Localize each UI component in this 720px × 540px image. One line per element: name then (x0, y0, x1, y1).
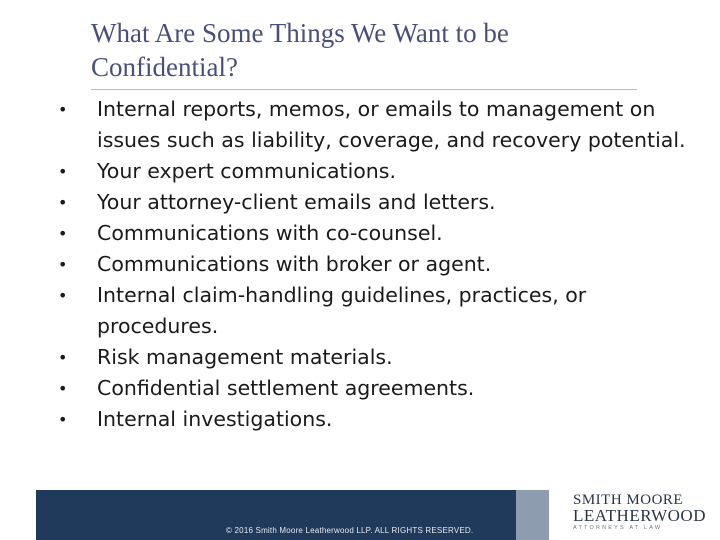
firm-logo (573, 492, 706, 532)
bullet-item (58, 218, 708, 249)
footer-copyright: © 2016 Smith Moore Leatherwood LLP. ALL RIGHTS RESERVED. (226, 526, 474, 535)
bullet-text: Internal reports, memos, or emails to management on issues such as liability, coverage, and recovery potential. (97, 97, 686, 152)
bullet-dot-icon: • (58, 255, 68, 274)
bullet-item (58, 373, 708, 404)
bullet-text: Your expert communications. (97, 159, 397, 183)
logo-line-1: SMITH MOORE (573, 492, 684, 508)
bullet-item (58, 249, 708, 280)
bullet-item (58, 94, 708, 156)
bullet-item (58, 342, 708, 373)
footer-accent (516, 490, 549, 540)
slide-title (91, 16, 651, 84)
bullet-item (58, 156, 708, 187)
bullet-dot-icon: • (58, 100, 68, 119)
bullet-item (58, 187, 708, 218)
logo-line-2: LEATHERWOOD (573, 506, 706, 525)
bullet-text: Internal investigations. (97, 407, 333, 431)
bullet-dot-icon: • (58, 224, 68, 243)
bullet-text: Risk management materials. (97, 345, 393, 369)
bullet-dot-icon: • (58, 286, 68, 305)
bullet-list (58, 94, 708, 435)
bullet-text: Your attorney-client emails and letters. (97, 190, 496, 214)
title-divider (91, 89, 637, 90)
bullet-dot-icon: • (58, 348, 68, 367)
bullet-item (58, 404, 708, 435)
bullet-dot-icon: • (58, 193, 68, 212)
bullet-text: Communications with broker or agent. (97, 252, 492, 276)
logo-line-3: ATTORNEYS AT LAW (573, 525, 663, 531)
title-line-2: Confidential? (91, 52, 238, 82)
bullet-text: Internal claim-handling guidelines, practices, or procedures. (97, 283, 587, 338)
bullet-dot-icon: • (58, 162, 68, 181)
bullet-text: Confidential settlement agreements. (97, 376, 475, 400)
bullet-item (58, 280, 708, 342)
bullet-dot-icon: • (58, 410, 68, 429)
bullet-text: Communications with co-counsel. (97, 221, 443, 245)
title-line-1: What Are Some Things We Want to be (91, 18, 509, 48)
bullet-dot-icon: • (58, 379, 68, 398)
